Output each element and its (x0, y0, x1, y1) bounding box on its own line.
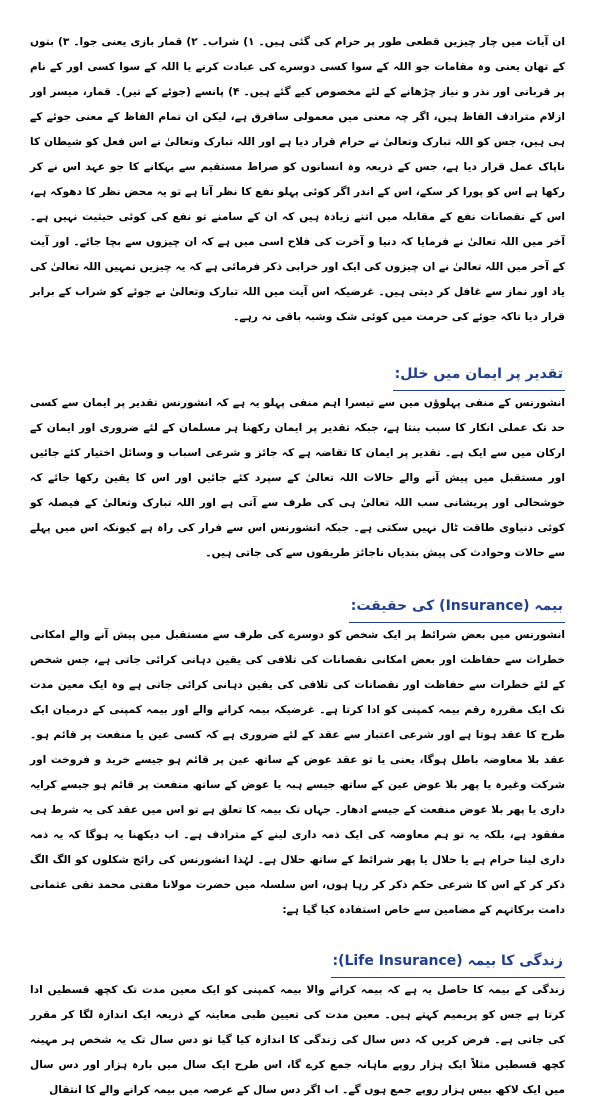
insurance-paragraph: انشورنس میں بعض شرائط پر ایک شخص کو دوسرے کی طرف سے مستقبل میں پیش آنے والے امکانی خطرات سے حفاظت اور بعض امکانی نقصانات کی تلافی کی یقین دہانی کرائی جاتی ہے، جس شخص کے لئے خطرات سے حفاظت اور نقصانات کی تلافی کی یقین دہانی کرائی جاتی ہے وہ ایک معین مدت تک ایک مقررہ رقم بیمہ کمپنی کو ادا کرتا ہے۔ غرضیکہ بیمہ کرانے والے اور بیمہ کمپنی کے درمیان ایک طرح کا عقد ہوتا ہے اور شرعی اعتبار سے عقد کے لئے ضروری ہے کہ کسی عین یا منفعت پر قائم ہو۔ عقد بلا معاوضہ باطل ہوگا، یعنی یا تو عقد عوض کے ساتھ عین پر قائم ہو جیسے خرید و فروخت اور شرکت وغیرہ یا پھر بلا عوض عین کے ساتھ جیسے ہبہ یا عوض کے ساتھ منفعت پر قائم ہو جیسے کرایہ داری یا پھر بلا عوض منفعت کے جیسے ادھار۔ جہاں تک بیمہ کا تعلق ہے تو اس میں عقد کی یہ شرط ہی مفقود ہے، بلکہ یہ تو ہم معاوضہ کی ایک ذمہ داری لینے کے مترادف ہے۔ اب دیکھنا یہ ہوگا کہ یہ ذمہ داری لینا حرام ہے یا حلال یا پھر شرائط کے ساتھ حلال ہے۔ لہٰذا انشورنس کی رائج شکلوں کو الگ الگ ذکر کر کے اس کا شرعی حکم ذکر کر رہا ہوں، اس سلسلہ میں حضرت مولانا مفتی محمد تقی عثمانی دامت برکاتہم کے مضامین سے خاص استفادہ کیا گیا ہے: (30, 629, 565, 916)
section-spacer (30, 330, 565, 358)
heading-insurance: بیمہ (Insurance) کی حقیقت: (349, 590, 565, 623)
section-spacer (30, 566, 565, 590)
intro-paragraph: ان آیات میں چار چیزیں قطعی طور پر حرام کی گئی ہیں۔ ۱) شراب۔ ۲) قمار بازی یعنی جوا۔ ۳) بتوں کے تھان یعنی وہ مقامات جو اللہ کے سوا کسی دوسرے کی عبادت کرنے یا اللہ کے سوا کسی اور کے نام پر قربانی اور نذر و نیاز چڑھانے کے لئے مخصوص کیے گئے ہیں۔ ۴) پانسے (جوئے کے تیر)۔ قمار، میسر اور ازلام مترادف الفاظ ہیں، اگر چہ معنی میں معمولی سافرق ہے، لیکن ان تمام الفاظ کے معنی جوئے کے ہی ہیں، جس کو اللہ تبارک وتعالیٰ نے حرام قرار دیا ہے اور اللہ تبارک وتعالیٰ نے اس فعل کو شیطان کا ناپاک عمل قرار دیا ہے، جس کے ذریعہ وہ انسانوں کو صراط مستقیم سے بہکانے کا جو عہد اس نے کر رکھا ہے اس کو پورا کر سکے، اس کے اندر اگر کوئی پہلو نفع کا نظر آتا ہے تو یہ محض نظر کا دھوکہ ہے، اس کے نقصانات نفع کے مقابلہ میں اتنے زیادہ ہیں کہ ان کے سامنے تو نفع کی کوئی حیثیت نہیں ہے۔ آخر میں اللہ تعالیٰ نے فرمایا کہ دنیا و آخرت کی فلاح اسی میں ہے کہ ان چیزوں سے بچا جائے۔ اور آیت کے آخر میں اللہ تعالیٰ نے ان چیزوں کی ایک اور خرابی ذکر فرمائی ہے کہ یہ چیزیں تمہیں اللہ تعالیٰ کی یاد اور نماز سے غافل کر دیتی ہیں۔ غرضیکہ اس آیت میں اللہ تبارک وتعالیٰ نے جوئے کو شراب کے برابر قرار دیا تاکہ جوئے کی حرمت میں کوئی شک وشبہ باقی نہ رہے۔ (30, 36, 565, 323)
taqdeer-paragraph: انشورنس کے منفی پہلوؤں میں سے تیسرا اہم منفی پہلو یہ ہے کہ انشورنس تقدیر پر ایمان سے کسی حد تک عملی انکار کا سبب بنتا ہے، جبکہ تقدیر پر ایمان رکھنا ہر مسلمان کے لئے ضروری اور ایمان کے ارکان میں سے ایک ہے۔ تقدیر پر ایمان کا تقاضہ ہے کہ جائز و شرعی اسباب و وسائل اختیار کئے جائیں اور مستقبل میں پیش آنے والے حالات اللہ تعالیٰ کے سپرد کئے جائیں اور اس کا یقین رکھا جائے کہ خوشحالی اور پریشانی سب اللہ تعالیٰ ہی کی طرف سے آتی ہے اور اللہ تبارک وتعالیٰ کے فیصلہ کو کوئی دنیاوی طاقت ٹال نہیں سکتی ہے۔ جبکہ انشورنس اس سے فرار کی راہ ہے کیونکہ اس میں پہلے سے حالات وحوادث کی پیش بندیاں ناجائز طریقوں سے کی جاتی ہیں۔ (30, 397, 565, 559)
heading-taqdeer: تقدیر پر ایمان میں خلل: (393, 358, 565, 391)
life-insurance-paragraph: زندگی کے بیمہ کا حاصل یہ ہے کہ بیمہ کرانے والا بیمہ کمپنی کو ایک معین مدت تک کچھ قسطیں ادا کرتا ہے جس کو پریمیم کہتے ہیں۔ معین مدت کی تعیین طبی معاینہ کے ذریعہ ایک اندازہ لگا کر مقرر کی جاتی ہے۔ فرض کریں کہ دس سال کی زندگی کا اندازہ کیا گیا تو دس سال تک یہ شخص ہر مہینہ کچھ قسطیں مثلاً ایک ہزار روپے ماہانہ جمع کرے گا، اس طرح ایک سال میں بارہ ہزار اور دس سال میں ایک لاکھ بیس ہزار روپے جمع ہوں گے۔ اب اگر دس سال کے عرصہ میں بیمہ کرانے والے کا انتقال (30, 984, 565, 1096)
section-spacer (30, 923, 565, 945)
heading-life-insurance: زندگی کا بیمہ (Life Insurance): (331, 945, 565, 978)
